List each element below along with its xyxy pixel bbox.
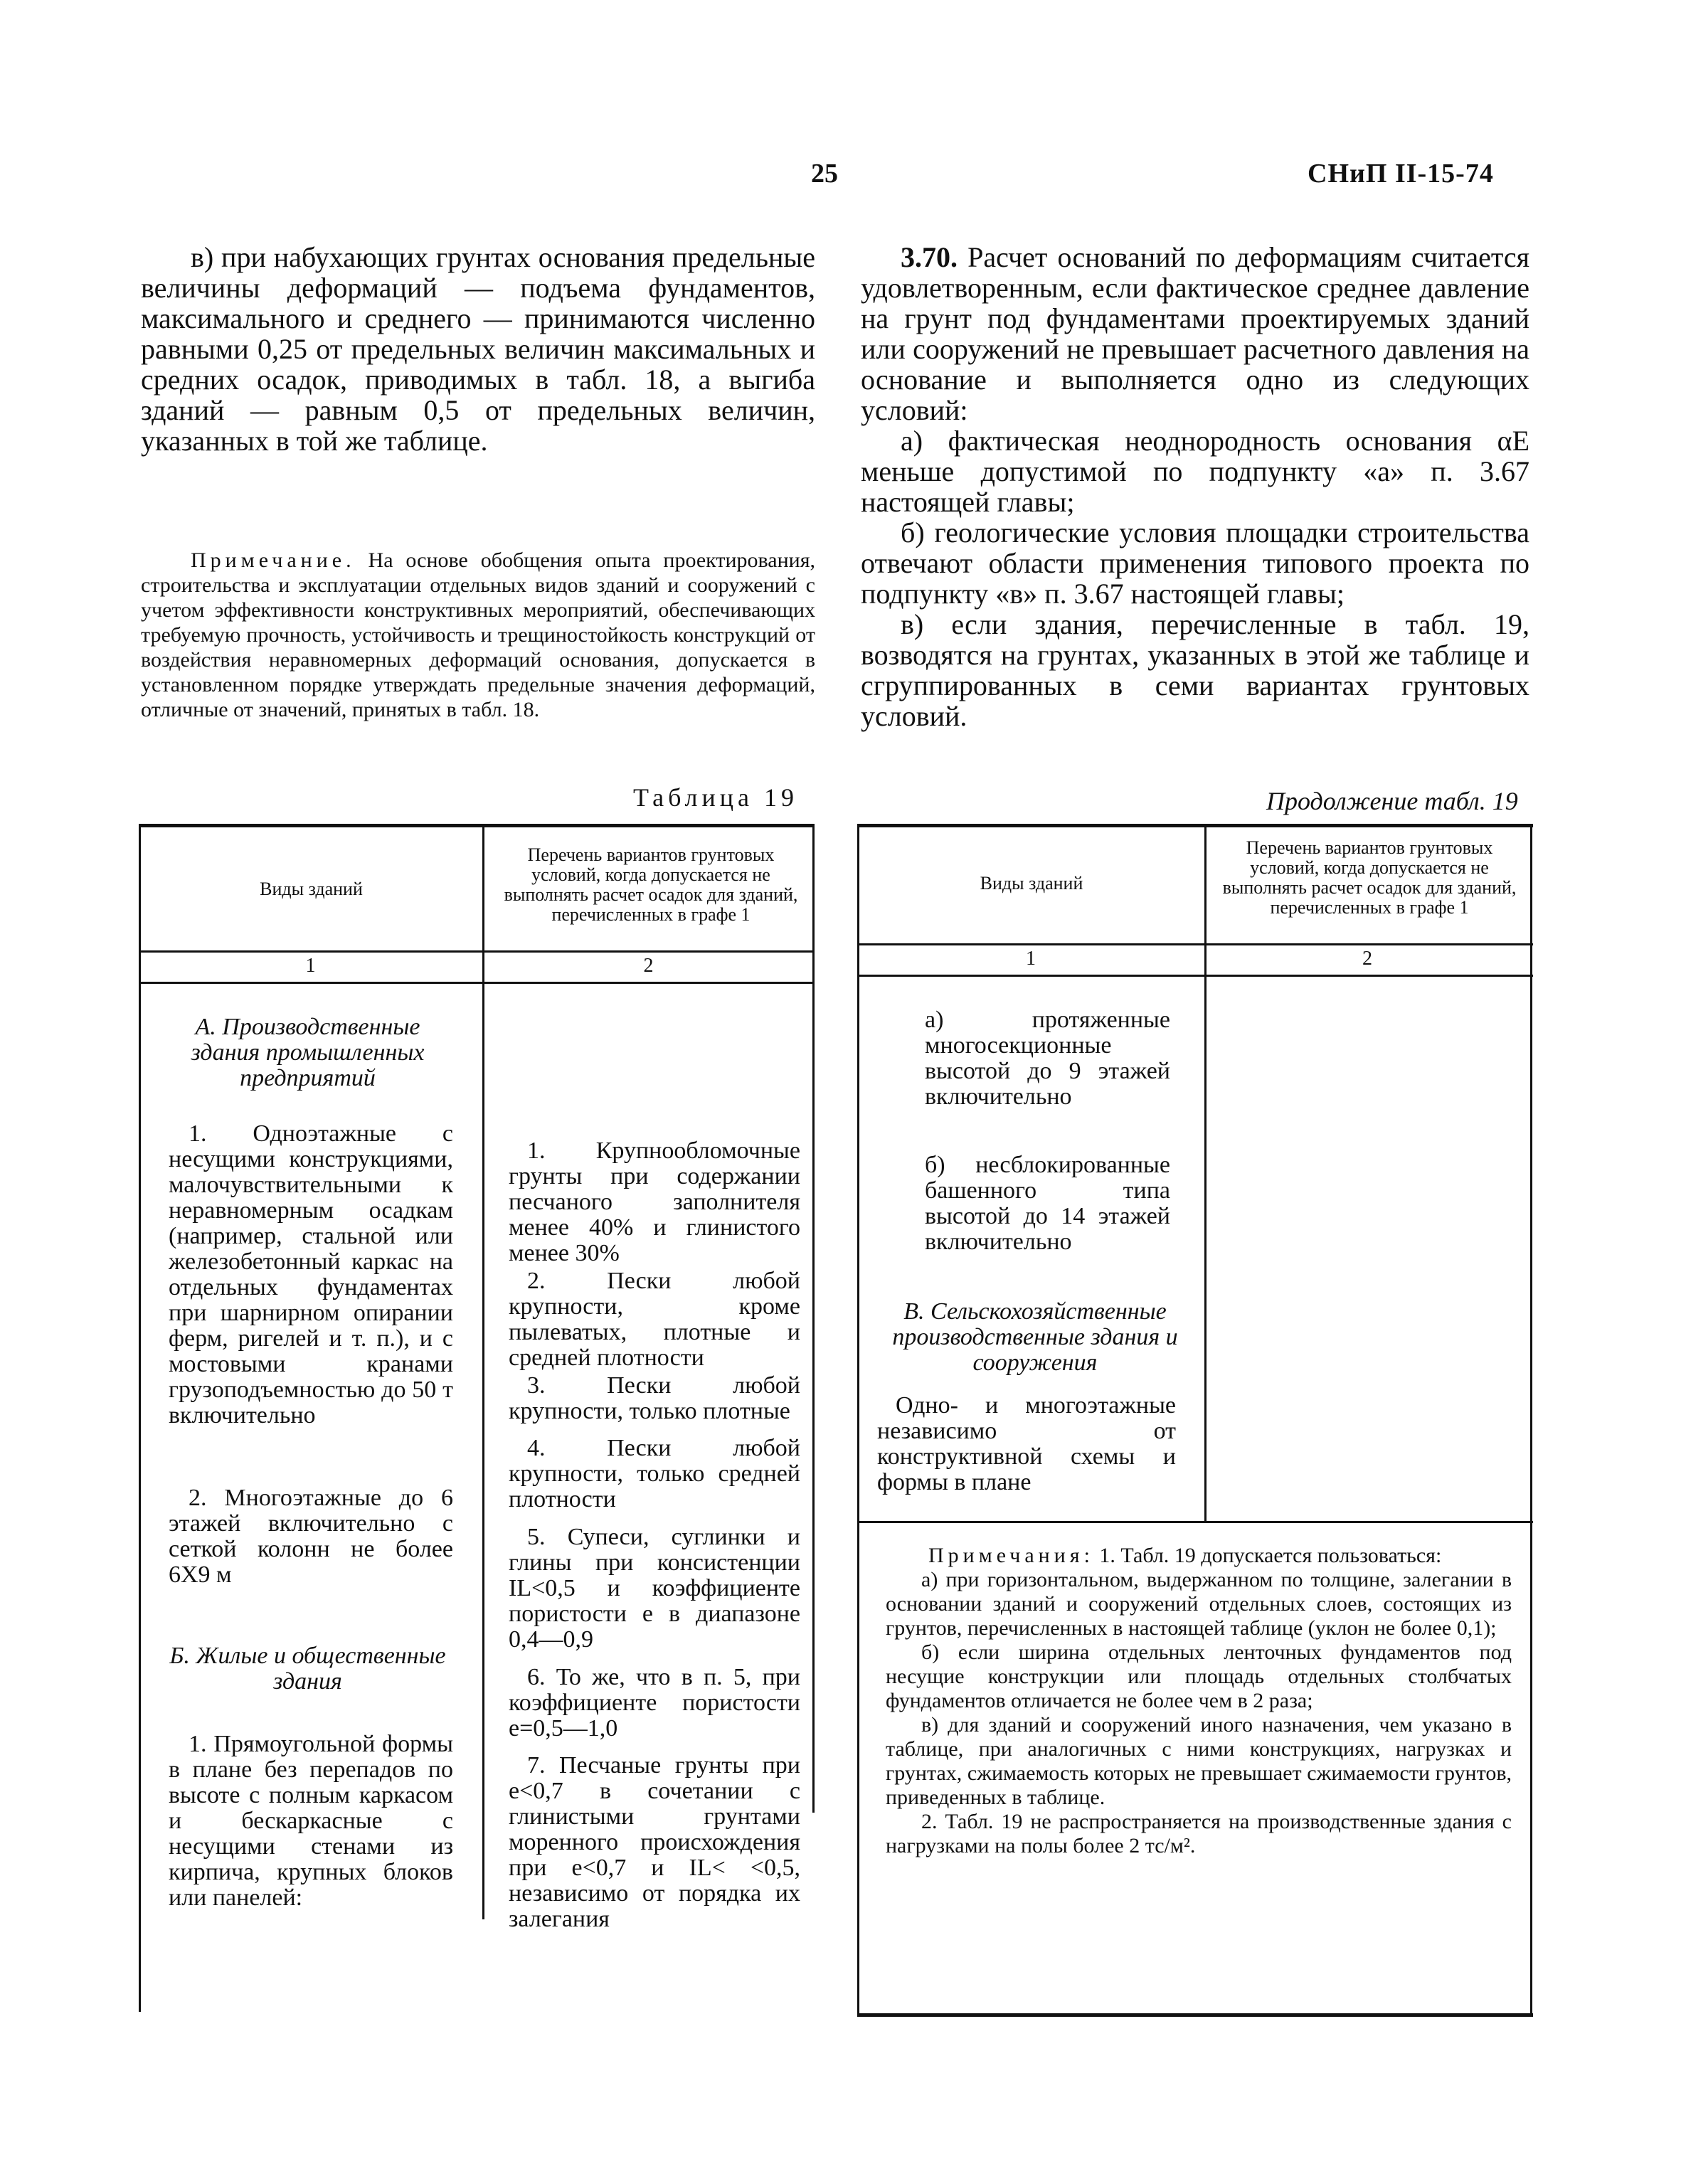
table-continuation-caption: Продолжение табл. 19 (1266, 787, 1518, 815)
row-b1: 1. Прямоугольной формы в плане без перепадов по высоте с полным каркасом и бескаркасные с несущими стенами из кирпича, крупных блоков или панелей: (169, 1731, 453, 1911)
paragraph-3-70 (861, 242, 1529, 731)
paragraph-number: 3.70. (901, 241, 958, 273)
row-b1-a: а) протяженные многосекционные высотой до 9 этажей включительно (925, 1007, 1170, 1110)
header-building-types: Виды зданий (260, 879, 363, 899)
continuation-header-soil-variants: Перечень вариантов грунтовых условий, когда допускается не выполнять расчет осадок для зданий, перечисленных в графе 1 (1222, 837, 1517, 918)
table-19-left (139, 824, 815, 2012)
note-paragraph (141, 548, 815, 722)
soil-variant-4: 4. Пески любой крупности, только средней плотности (509, 1435, 800, 1512)
soil-variant-6: 6. То же, что в п. 5, при коэффициенте пористости е=0,5—1,0 (509, 1664, 800, 1742)
soil-variant-2: 2. Пески любой крупности, кроме пылеватых, плотные и средней плотности (509, 1268, 800, 1371)
note-2: 2. Табл. 19 не распространяется на производственные здания с нагрузками на полы более 2 тс/м². (886, 1810, 1512, 1857)
condition-c: в) если здания, перечисленные в табл. 19, возводятся на грунтах, указанных в этой же таблице и сгруппированных в семи вариантах грунтовых условий. (861, 608, 1529, 732)
table-19-continuation (857, 824, 1533, 2017)
document-code: СНиП II-15-74 (1308, 159, 1494, 189)
column-number-2: 2 (643, 955, 654, 977)
row-a2: 2. Многоэтажные до 6 этажей включительно с сеткой колонн не более 6Х9 м (169, 1485, 453, 1588)
note-text: На основе обобщения опыта проектирования, строительства и эксплуатации отдельных видов зданий и сооружений с учетом эффективности конструктивных мероприятий, обеспечивающих требуемую прочность, устойчивость и трещиностойкость конструкций от воздействия неравномерных деформаций основания, допускается в установленном порядке утверждать предельные значения деформаций, отличные от значений, принятых в табл. 18. (141, 548, 815, 721)
soil-variant-1: 1. Крупнообломочные грунты при содержании песчаного заполнителя менее 40% и глинистого менее 30% (509, 1138, 800, 1266)
note-1-a: а) при горизонтальном, выдержанном по толщине, залегании в основании зданий и сооружений отдельных слоев, состоящих из грунтов, перечисленных в настоящей таблице (уклон не более 0,1); (886, 1568, 1512, 1640)
column-number-1: 1 (305, 955, 316, 977)
notes-label: Примечания: (928, 1544, 1094, 1567)
row-v1: Одно- и многоэтажные независимо от конструктивной схемы и формы в плане (877, 1392, 1176, 1495)
section-v-heading: В. Сельскохозяйственные производственные здания и сооружения (892, 1298, 1178, 1376)
section-b-heading: Б. Жилые и общественные здания (169, 1643, 446, 1695)
row-a1: 1. Одноэтажные с несущими конструкциями, малочувствительными к неравномерным осадкам (например, стальной или железобетонный каркас на отдельных фундаментах при шарнирном опирании ферм, ригелей и т. п.), и с мостовыми кранами грузоподъемностью до 50 т включительно (169, 1120, 453, 1428)
paragraph-swelling-soils: в) при набухающих грунтах основания предельные величины деформаций — подъема фундаментов, максимального и среднего — принимаются численно равными 0,25 от предельных величин максимальных и средних осадок, приводимых в табл. 18, а выгиба зданий — равным 0,5 от предельных величин, указанных в той же таблице. (141, 241, 815, 457)
header-soil-variants: Перечень вариантов грунтовых условий, когда допускается не выполнять расчет осадок для зданий, перечисленных в графе 1 (504, 844, 798, 925)
soil-variant-3: 3. Пески любой крупности, только плотные (509, 1372, 800, 1424)
table-notes (886, 1544, 1512, 1858)
table-caption: Таблица 19 (633, 783, 798, 812)
paragraph-main: Расчет оснований по деформациям считается удовлетворенным, если фактическое среднее давление на грунт под фундаментами проектируемых зданий или сооружений не превышает расчетного давления на основание и выполняется одно из следующих условий: (861, 241, 1530, 426)
soil-variant-7: 7. Песчаные грунты при е<0,7 в сочетании с глинистыми грунтами моренного происхождения при е<0,7 и IL< <0,5, независимо от порядка их залегания (509, 1752, 800, 1932)
continuation-column-number-2: 2 (1362, 948, 1372, 970)
soil-variant-5: 5. Супеси, суглинки и глины при консистенции IL<0,5 и коэффициенте пористости е в диапазоне 0,4—0,9 (509, 1524, 800, 1653)
note-1-intro: 1. Табл. 19 допускается пользоваться: (1099, 1544, 1442, 1567)
note-1-c: в) для зданий и сооружений иного назначения, чем указано в таблице, при аналогичных с ними конструкциях, нагрузках и грунтах, сжимаемость которых не превышает сжимаемости грунтов, приведенных в таблице. (886, 1713, 1512, 1809)
section-a-heading: А. Производственные здания промышленных предприятий (191, 1014, 425, 1091)
condition-b: б) геологические условия площадки строительства отвечают области применения типового проекта по подпункту «в» п. 3.67 настоящей главы; (861, 516, 1529, 610)
page-number: 25 (811, 159, 838, 189)
row-b1-b: б) несблокированные башенного типа высотой до 14 этажей включительно (925, 1152, 1170, 1255)
continuation-column-number-1: 1 (1026, 948, 1036, 970)
note-1-b: б) если ширина отдельных ленточных фундаментов под несущие конструкции или площадь отдельных столбчатых фундаментов отличается не более чем в 2 раза; (886, 1640, 1512, 1712)
condition-a: а) фактическая неоднородность основания αE меньше допустимой по подпункту «а» п. 3.67 настоящей главы; (861, 425, 1529, 518)
note-label: Примечание. (191, 548, 356, 572)
continuation-header-building-types: Виды зданий (980, 873, 1083, 894)
